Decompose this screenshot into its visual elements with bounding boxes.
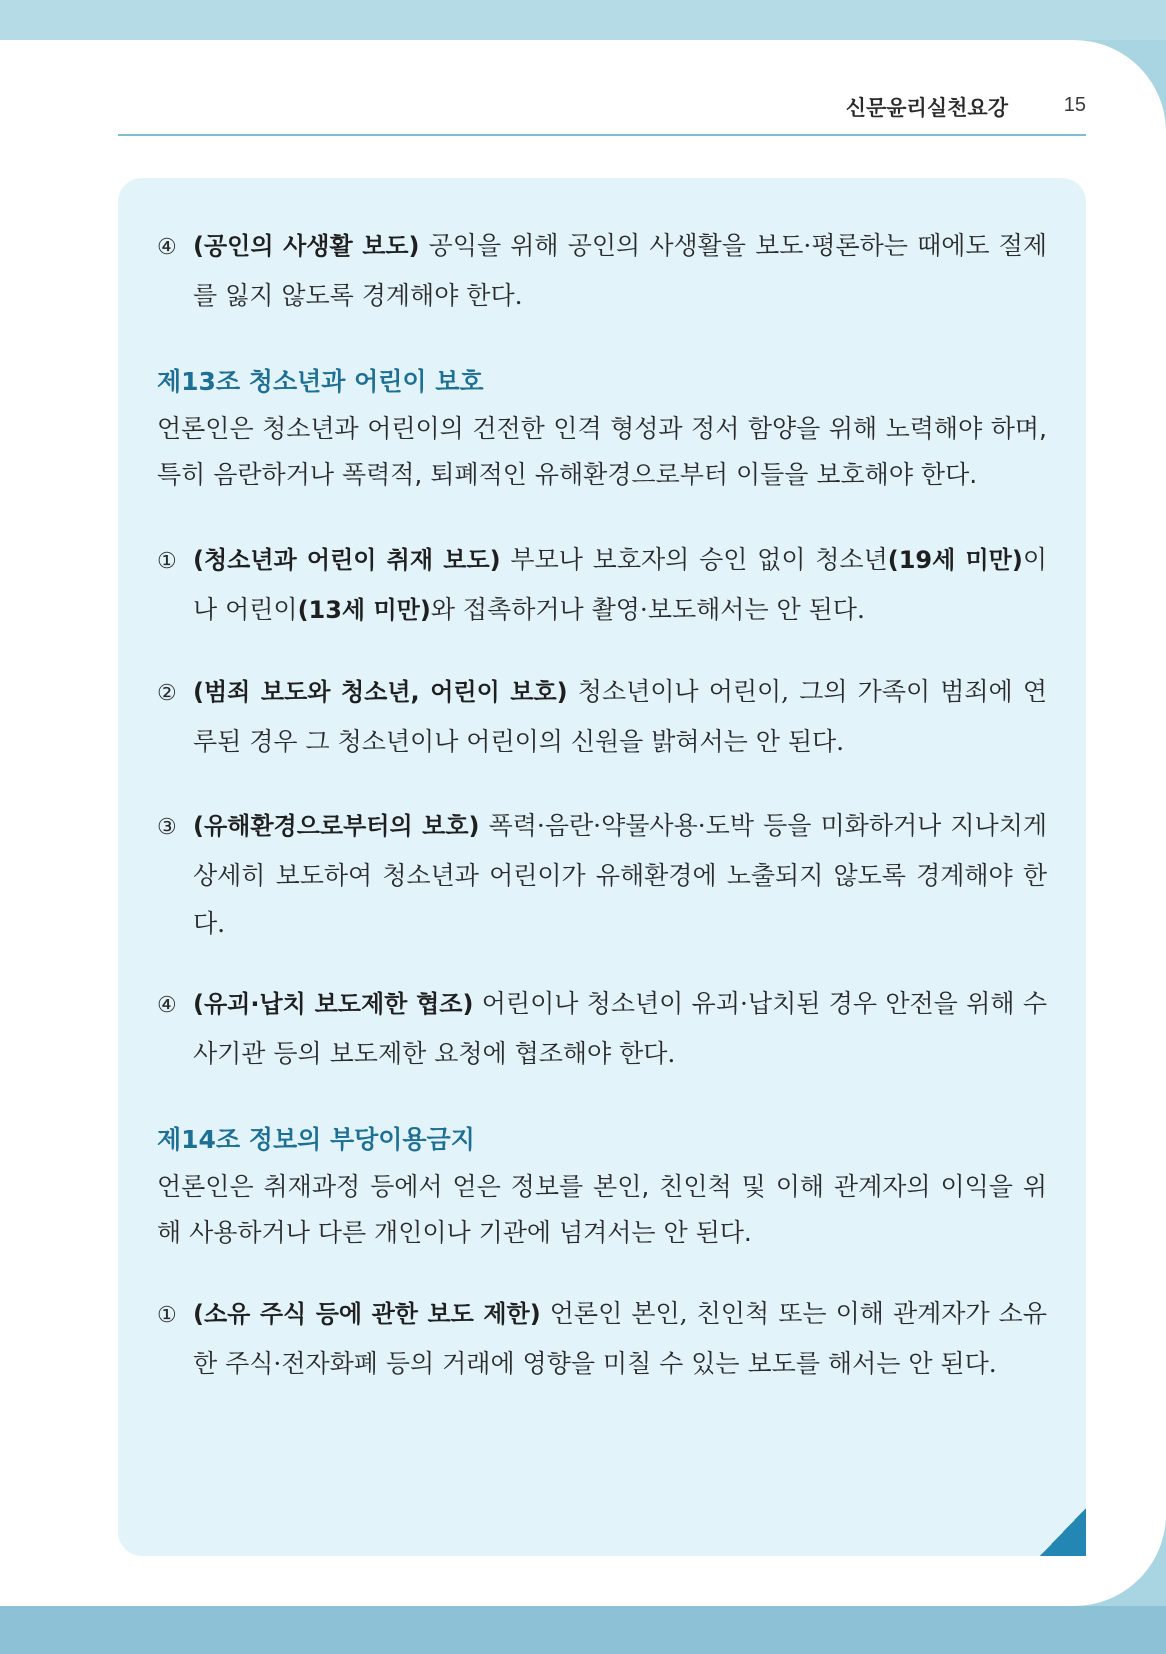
item-text: 폭력·음란·약물사용·도박 등을 미화하거나 지나치게 상세히 보도하여 청소년과 어린이가 유해환경에 노출되지 않도록 경계해야 한다.: [193, 811, 1047, 938]
item-title: (공인의 사생활 보도): [193, 232, 420, 260]
item-title: (청소년과 어린이 취재 보도): [193, 546, 501, 574]
item-title: (유해환경으로부터의 보호): [193, 812, 480, 840]
top-decorative-band: [0, 0, 1166, 40]
article-13-item-2: [157, 668, 1047, 766]
item-text: 어린이나 청소년이 유괴·납치된 경우 안전을 위해 수사기관 등의 보도제한 요청에 협조해야 한다.: [193, 989, 1047, 1068]
item-number: ①: [157, 1303, 177, 1328]
item-title: (소유 주식 등에 관한 보도 제한): [193, 1300, 541, 1328]
article-13-4-prev-item: [157, 222, 1047, 320]
article-13-item-1: [157, 536, 1047, 634]
item-number: ③: [157, 815, 177, 840]
page-corner-fold-icon: [1040, 1508, 1086, 1556]
item-text: 언론인 본인, 친인척 또는 이해 관계자가 소유한 주식·전자화폐 등의 거래에 영향을 미칠 수 있는 보도를 해서는 안 된다.: [193, 1299, 1047, 1378]
running-header-title: 신문윤리실천요강: [845, 96, 1008, 120]
running-header: [118, 92, 1086, 136]
item-text: 공익을 위해 공인의 사생활을 보도·평론하는 때에도 절제를 잃지 않도록 경계해야 한다.: [193, 231, 1047, 310]
item-text: 청소년이나 어린이, 그의 가족이 범죄에 연루된 경우 그 청소년이나 어린이의 신원을 밝혀서는 안 된다.: [193, 677, 1047, 756]
article-heading: 제14조 정보의 부당이용금지: [157, 1125, 475, 1154]
item-age-note: (19세 미만): [887, 546, 1023, 574]
article-13-item-4: [157, 980, 1047, 1078]
item-title: (범죄 보도와 청소년, 어린이 보호): [193, 678, 568, 706]
article-14-item-1: [157, 1290, 1047, 1388]
article-13: [157, 362, 1047, 498]
article-13-item-3: [157, 802, 1047, 948]
item-text: 와 접촉하거나 촬영·보도해서는 안 된다.: [430, 595, 865, 624]
item-number: ④: [157, 993, 177, 1018]
item-text: 이나 어린이: [193, 545, 1047, 624]
article-14: [157, 1120, 1047, 1256]
item-number: ①: [157, 549, 177, 574]
item-title: (유괴·납치 보도제한 협조): [193, 990, 474, 1018]
bottom-decorative-band: [0, 1606, 1166, 1654]
article-heading: 제13조 청소년과 어린이 보호: [157, 367, 484, 396]
article-body: 언론인은 청소년과 어린이의 건전한 인격 형성과 정서 함양을 위해 노력해야 하며, 특히 음란하거나 폭력적, 퇴폐적인 유해환경으로부터 이들을 보호해야 한다.: [157, 414, 1047, 489]
item-age-note: (13세 미만): [297, 596, 431, 624]
page-number: 15: [1063, 94, 1086, 116]
item-number: ②: [157, 681, 177, 706]
item-text: 부모나 보호자의 승인 없이 청소년: [500, 545, 888, 574]
item-number: ④: [157, 235, 177, 260]
article-body: 언론인은 취재과정 등에서 얻은 정보를 본인, 친인척 및 이해 관계자의 이익을 위해 사용하거나 다른 개인이나 기관에 넘겨서는 안 된다.: [157, 1172, 1047, 1247]
